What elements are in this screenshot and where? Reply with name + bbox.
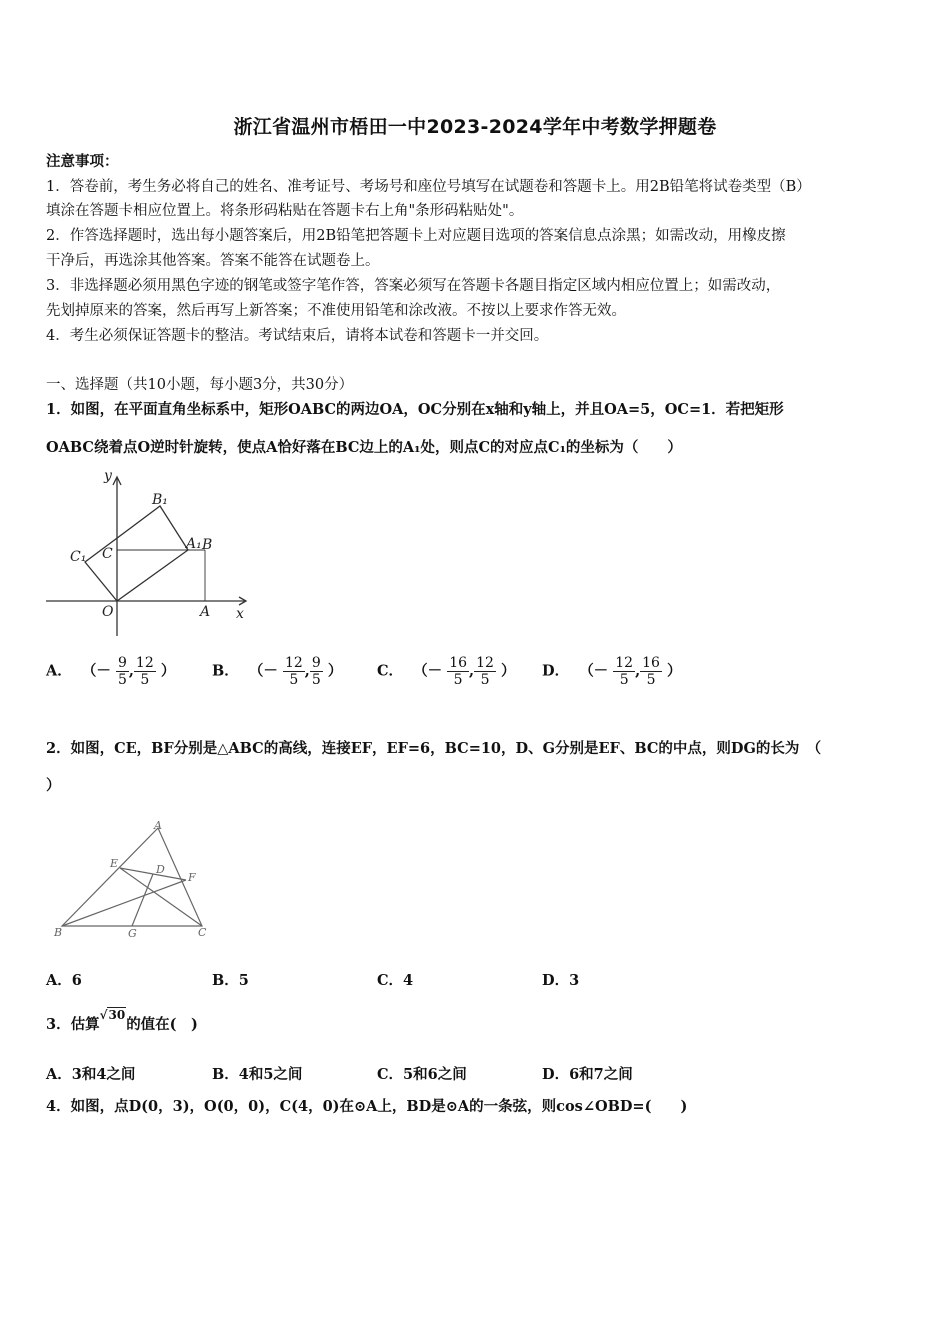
notice-heading: 注意事项： — [46, 153, 119, 170]
q3-prefix: 3．估算 — [46, 1016, 100, 1033]
option-letter: C． — [377, 662, 404, 680]
numerator: 16 — [449, 655, 468, 671]
q2-stem-line2: ） — [46, 777, 61, 794]
option-open: （－ — [413, 662, 443, 680]
notice-line: 1．答卷前，考生务必将自己的姓名、准考证号、考场号和座位号填写在试题卷和答题卡上。用2B铅笔将试卷类型（B） — [46, 179, 811, 195]
section-heading: 一、选择题（共10小题，每小题3分，共30分） — [46, 377, 354, 393]
denominator: 5 — [117, 672, 127, 688]
q3-stem — [46, 1008, 198, 1035]
label-e: E — [110, 857, 119, 870]
fraction — [474, 655, 496, 688]
option-close: ） — [501, 662, 516, 680]
q3-suffix: 的值在( ) — [126, 1016, 198, 1033]
numerator: 12 — [476, 655, 494, 671]
fraction — [447, 655, 469, 688]
fraction — [116, 655, 129, 688]
denominator: 5 — [613, 671, 635, 688]
fraction — [134, 655, 156, 688]
page-title: 浙江省温州市梧田一中2023-2024学年中考数学押题卷 — [233, 116, 717, 138]
sqrt-expression: √30 — [99, 1008, 126, 1022]
numerator: 9 — [117, 655, 127, 671]
q3-option-a: A．3和4之间 — [46, 1066, 136, 1083]
q2-stem-line1: 2．如图，CE，BF分别是△ABC的高线，连接EF，EF=6，BC=10，D、G分别是EF、BC的中点，则DG的长为 （ — [46, 740, 822, 757]
label-y: y — [104, 468, 112, 484]
option-close: ） — [667, 662, 682, 680]
fraction — [640, 655, 662, 688]
option-close: ） — [160, 662, 176, 680]
q1-stem-line1: 1．如图，在平面直角坐标系中，矩形OABC的两边OA，OC分别在x轴和y轴上，并且OA=5，OC=1．若把矩形 — [46, 401, 784, 418]
numerator: 9 — [311, 655, 321, 671]
denominator: 5 — [447, 671, 469, 688]
label-f: F — [188, 871, 196, 884]
q4-stem: 4．如图，点D(0，3)，O(0，0)，C(4，0)在⊙A上，BD是⊙A的一条弦，则cos∠OBD=( ) — [46, 1098, 688, 1115]
q1-figure — [40, 468, 260, 640]
denominator: 5 — [283, 671, 305, 688]
label-b: B — [54, 926, 63, 939]
label-a: A — [200, 604, 211, 620]
option-letter: D． — [542, 662, 570, 680]
q1-option-c — [377, 655, 516, 688]
q1-option-a — [46, 655, 175, 688]
option-sep: , — [128, 662, 134, 680]
denominator: 5 — [640, 671, 662, 688]
label-c: C — [102, 546, 113, 562]
label-c1: C₁ — [70, 549, 87, 565]
label-d: D — [156, 863, 165, 876]
q2-option-a: A．6 — [46, 972, 82, 989]
fraction — [613, 655, 635, 688]
denominator: 5 — [134, 671, 156, 688]
q1-option-b — [212, 655, 342, 688]
notice-line: 干净后，再选涂其他答案。答案不能答在试题卷上。 — [46, 253, 380, 269]
q1-stem-line2: OABC绕着点O逆时针旋转，使点A恰好落在BC边上的A₁处，则点C的对应点C₁的坐标为（ ） — [46, 439, 682, 456]
q1-option-d — [542, 655, 682, 688]
rotated-rectangle — [85, 506, 188, 601]
segment-dg — [132, 874, 153, 926]
label-b: B — [202, 537, 213, 553]
denominator: 5 — [474, 671, 496, 688]
notice-line: 4．考生必须保证答题卡的整洁。考试结束后，请将本试卷和答题卡一并交回。 — [46, 328, 549, 344]
q2-figure — [48, 818, 218, 940]
fraction — [283, 655, 305, 688]
label-c: C — [198, 926, 207, 939]
numerator: 16 — [642, 655, 660, 671]
fraction — [310, 655, 323, 688]
label-a1: A₁ — [186, 536, 202, 552]
option-sep: , — [469, 662, 475, 680]
numerator: 12 — [615, 655, 634, 671]
option-close: ） — [327, 662, 343, 680]
numerator: 12 — [135, 655, 154, 671]
notice-line: 填涂在答题卡相应位置上。将条形码粘贴在答题卡右上角"条形码粘贴处"。 — [46, 203, 524, 219]
q2-option-c: C．4 — [377, 972, 414, 989]
option-sep: , — [304, 662, 310, 680]
notice-line: 3．非选择题必须用黑色字迹的钢笔或签字笔作答，答案必须写在答题卡各题目指定区域内相应位置上；如需改动， — [46, 278, 781, 294]
q3-option-c: C．5和6之间 — [377, 1066, 467, 1083]
q3-option-b: B．4和5之间 — [212, 1066, 303, 1083]
label-g: G — [128, 927, 137, 940]
option-sep: , — [635, 662, 641, 680]
q3-option-d: D．6和7之间 — [542, 1066, 633, 1083]
q2-option-d: D．3 — [542, 972, 580, 989]
label-b1: B₁ — [152, 492, 168, 508]
altitude-bf — [62, 880, 186, 926]
label-o: O — [102, 604, 114, 620]
option-letter: A． — [46, 662, 72, 680]
option-letter: B． — [212, 662, 239, 680]
option-open: （－ — [579, 662, 609, 680]
radicand: 30 — [108, 1008, 126, 1022]
notice-line: 2．作答选择题时，选出每小题答案后，用2B铅笔把答题卡上对应题目选项的答案信息点涂黑；如需改动，用橡皮擦 — [46, 228, 786, 244]
denominator: 5 — [311, 672, 321, 688]
q2-option-b: B．5 — [212, 972, 249, 989]
option-open: （－ — [81, 662, 111, 680]
notice-line: 先划掉原来的答案，然后再写上新答案；不准使用铅笔和涂改液。不按以上要求作答无效。 — [46, 303, 626, 319]
numerator: 12 — [284, 655, 303, 671]
label-x: x — [236, 606, 244, 622]
label-a: A — [154, 819, 162, 832]
option-open: （－ — [248, 662, 278, 680]
